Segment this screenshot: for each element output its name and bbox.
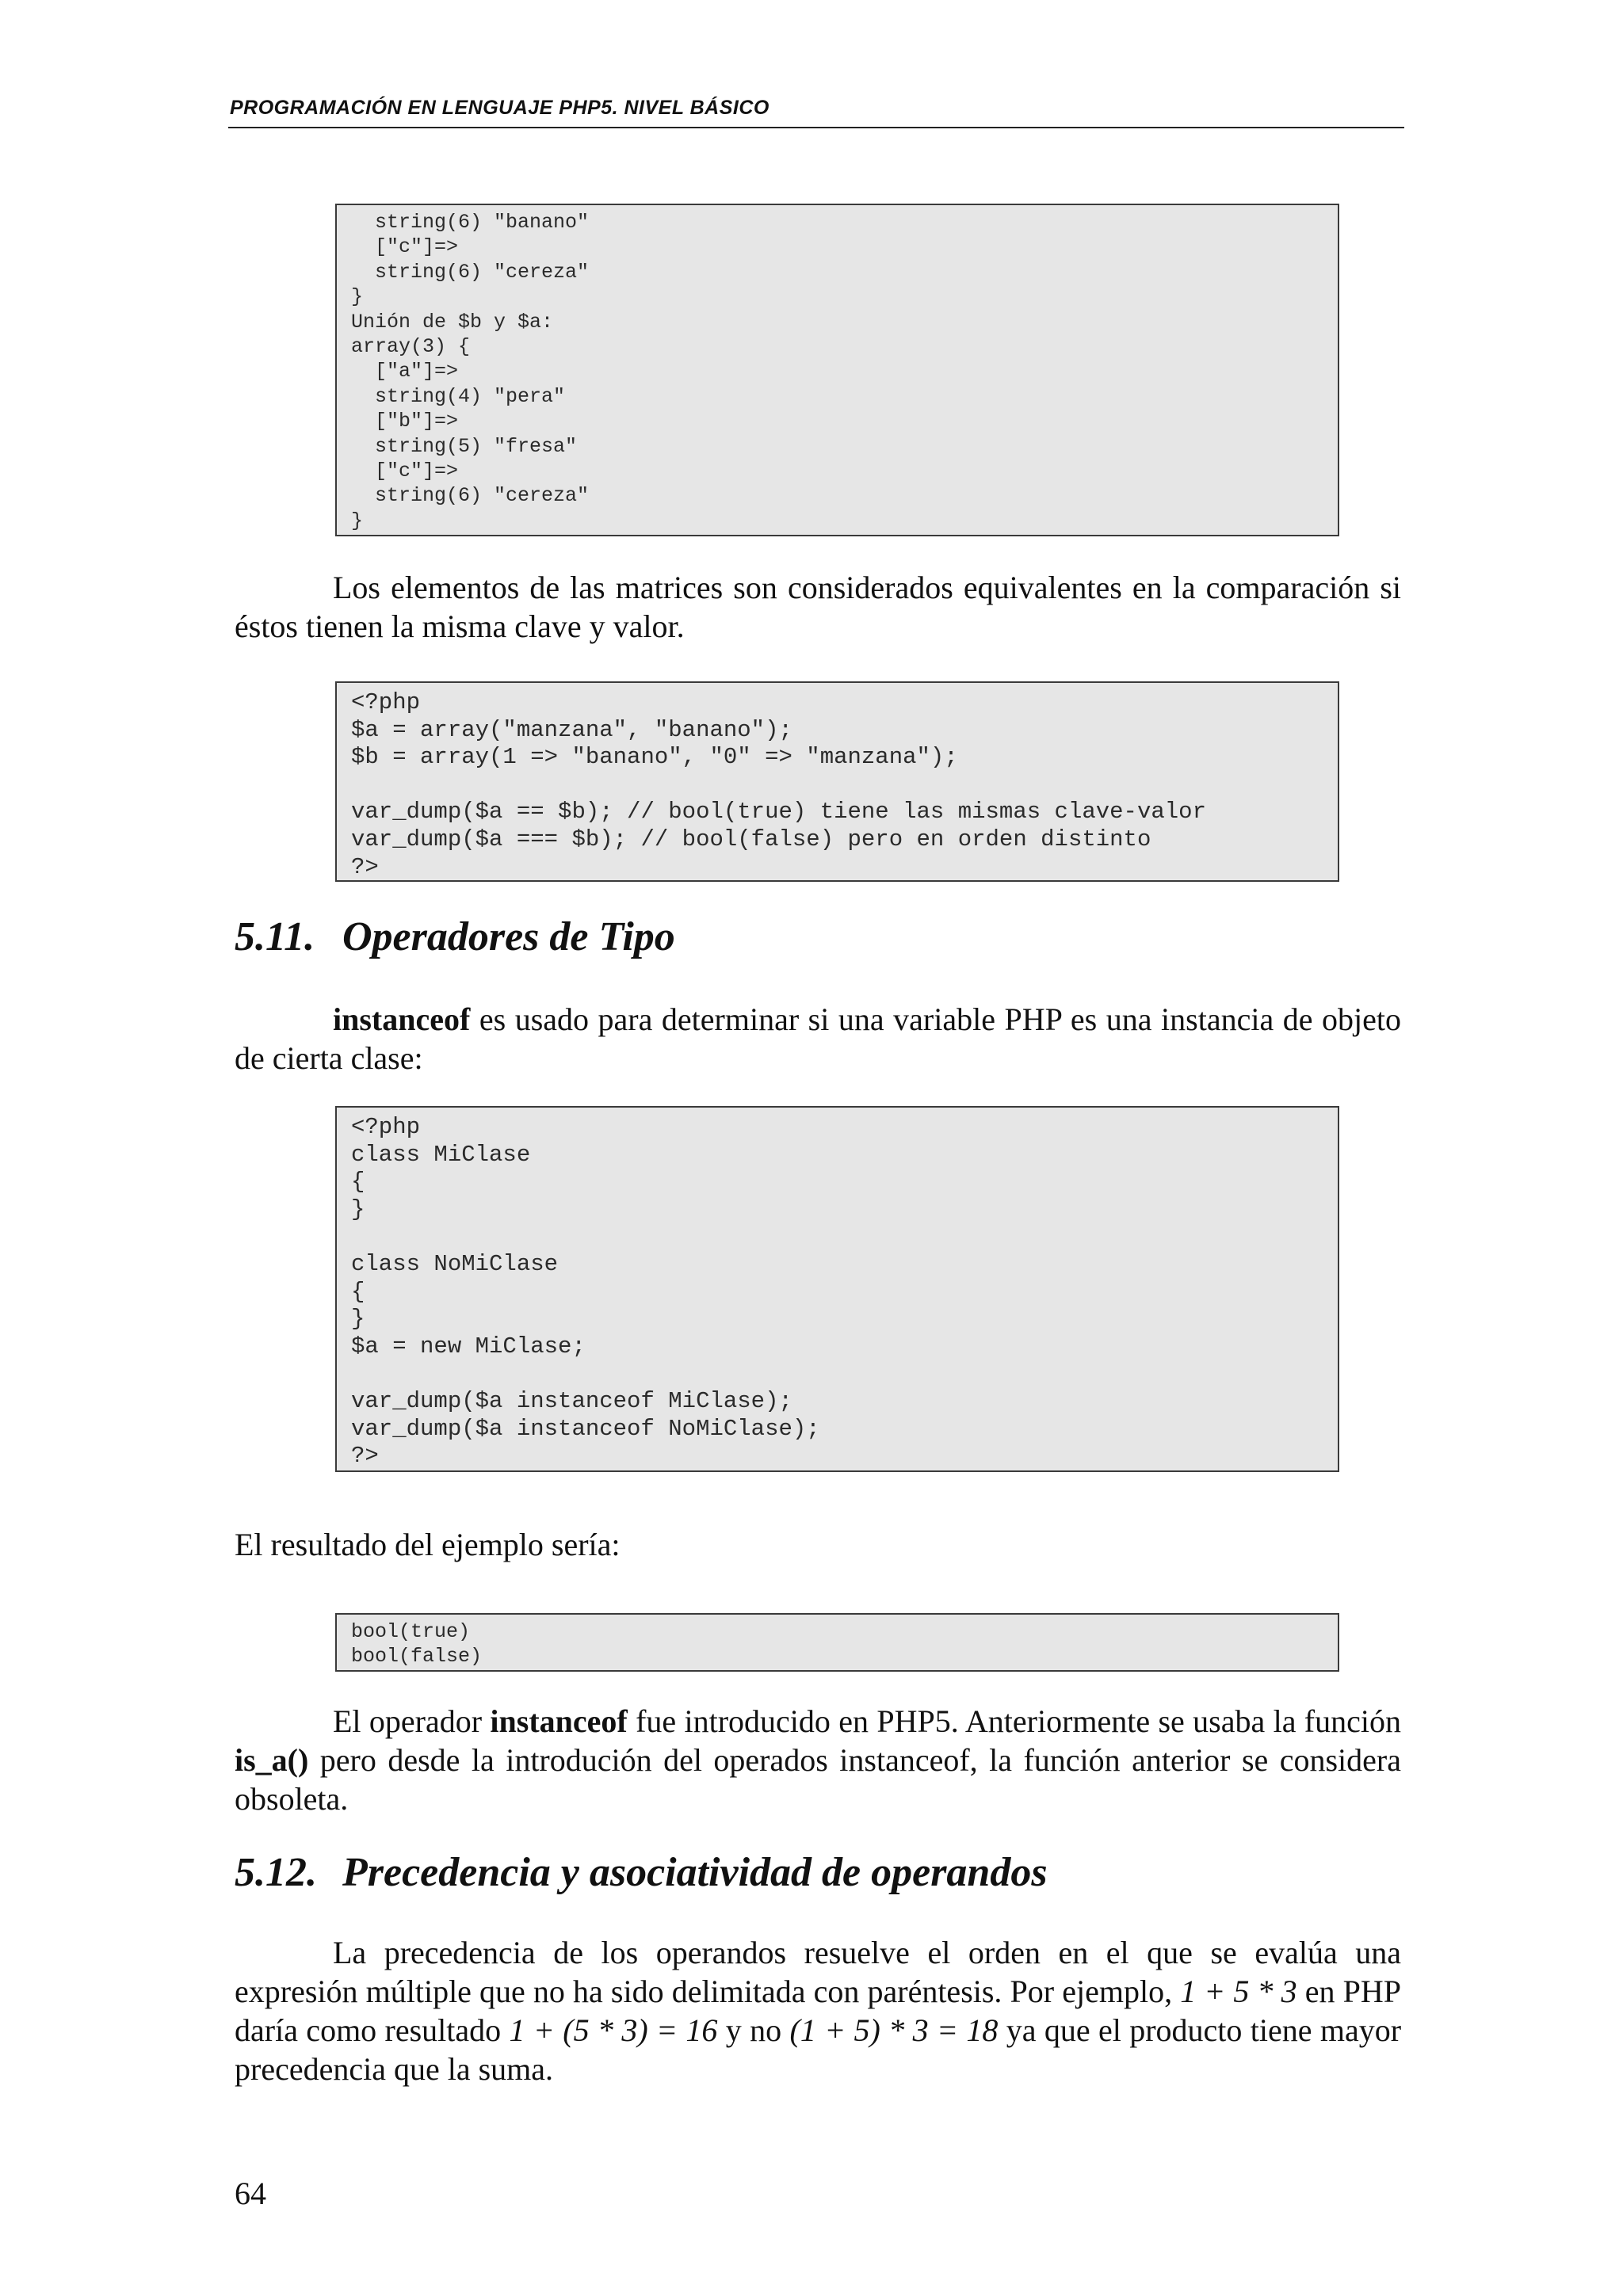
code-block-result-output: bool(true) bool(false)	[335, 1613, 1339, 1672]
section-title: Operadores de Tipo	[342, 914, 675, 959]
expression: 1 + (5 * 3) = 16	[509, 2012, 718, 2048]
keyword-instanceof: instanceof	[490, 1703, 628, 1739]
section-number: 5.12.	[235, 1850, 317, 1895]
keyword-instanceof: instanceof	[333, 1001, 471, 1037]
section-title: Precedencia y asociatividad de operandos	[342, 1850, 1048, 1895]
code-block-array-union-output: string(6) "banano" ["c"]=> string(6) "cereza" } Unión de $b y $a: array(3) { ["a"]=> string(4) "pera" ["b"]=> string(5) "fresa" ["c"]=> string(6) "cereza" }	[335, 204, 1339, 536]
section-heading-5-11	[235, 913, 675, 960]
code-block-instanceof-example: <?php class MiClase { } class NoMiClase { } $a = new MiClase; var_dump($a instanceof MiClase); var_dump($a instanceof NoMiClase); ?>	[335, 1106, 1339, 1472]
paragraph-instanceof-history: El operador instanceof fue introducido en PHP5. Anteriormente se usaba la función is_a() pero desde la introdución del operados instanceof, la función anterior se considera obsoleta.	[235, 1703, 1401, 1817]
section-heading-5-12	[235, 1849, 1048, 1896]
paragraph-operator-precedence: La precedencia de los operandos resuelve el orden en el que se evalúa una expresión múltiple que no ha sido delimitada con paréntesis. Por ejemplo, 1 + 5 * 3 en PHP daría como resultado 1 + (5 * 3) = 16 y no (1 + 5) * 3 = 18 ya que el producto tiene mayor precedencia que la suma.	[235, 1935, 1402, 2087]
keyword-is-a: is_a()	[235, 1742, 309, 1778]
code-block-array-comparison: <?php $a = array("manzana", "banano"); $b = array(1 => "banano", "0" => "manzana"); var_dump($a == $b); // bool(true) tiene las mismas clave-valor var_dump($a === $b); // bool(false) pero en orden distinto ?>	[335, 681, 1339, 882]
paragraph-array-equivalence: Los elementos de las matrices son considerados equivalentes en la comparación si éstos tienen la misma clave y valor.	[235, 570, 1401, 644]
paragraph-instanceof-intro: instanceof es usado para determinar si una variable PHP es una instancia de objeto de cierta clase:	[235, 1001, 1401, 1076]
header-rule	[228, 127, 1404, 128]
section-number: 5.11.	[235, 914, 315, 959]
expression: (1 + 5) * 3 = 18	[789, 2012, 999, 2048]
page-number: 64	[235, 2176, 266, 2211]
running-header: PROGRAMACIÓN EN LENGUAJE PHP5. NIVEL BÁSICO	[230, 97, 769, 119]
expression: 1 + 5 * 3	[1180, 1974, 1297, 2009]
paragraph-example-result: El resultado del ejemplo sería:	[235, 1527, 621, 1562]
